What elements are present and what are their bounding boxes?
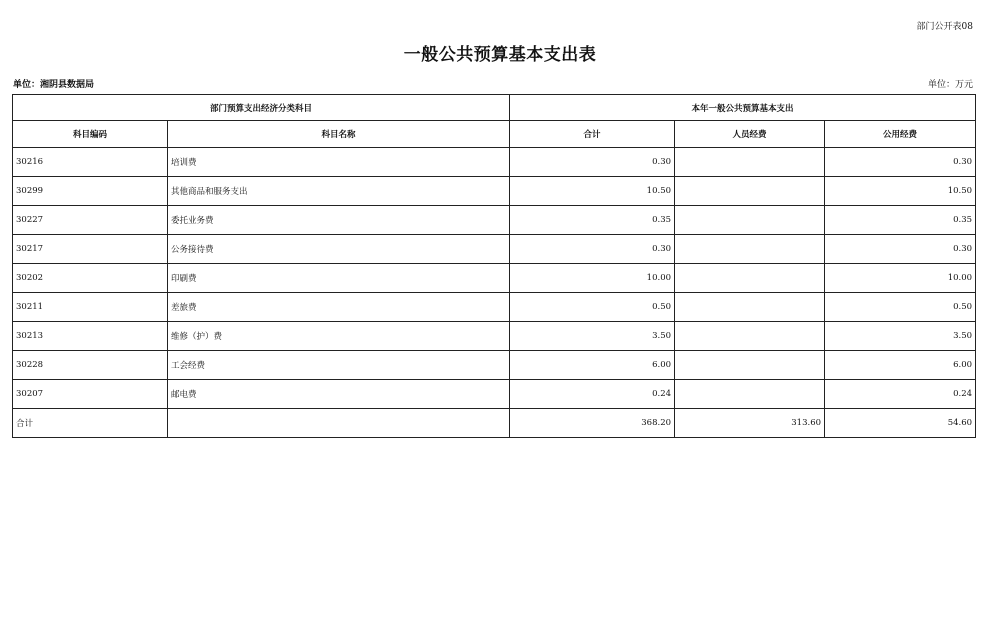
- cell-personnel: [675, 206, 825, 235]
- column-header-public: 公用经费: [825, 121, 976, 148]
- cell-name: 邮电费: [168, 380, 510, 409]
- cell-total: 0.50: [510, 293, 675, 322]
- cell-name: 培训费: [168, 148, 510, 177]
- cell-name: 公务接待费: [168, 235, 510, 264]
- cell-personnel: 313.60: [675, 409, 825, 438]
- cell-code: 30228: [13, 351, 168, 380]
- cell-code: 30227: [13, 206, 168, 235]
- cell-public: 10.00: [825, 264, 976, 293]
- cell-personnel: [675, 235, 825, 264]
- table-row: [13, 293, 976, 322]
- total-row: [13, 409, 976, 438]
- cell-code: 30213: [13, 322, 168, 351]
- group-header-classification: 部门预算支出经济分类科目: [13, 95, 510, 121]
- table-row: [13, 206, 976, 235]
- table-row: [13, 380, 976, 409]
- cell-total: 0.24: [510, 380, 675, 409]
- cell-personnel: [675, 380, 825, 409]
- table-row: [13, 148, 976, 177]
- column-header-personnel: 人员经费: [675, 121, 825, 148]
- table-row: [13, 322, 976, 351]
- form-number: 部门公开表08: [916, 22, 973, 32]
- cell-total: 3.50: [510, 322, 675, 351]
- cell-code: 30207: [13, 380, 168, 409]
- cell-total: 10.50: [510, 177, 675, 206]
- cell-public: 0.24: [825, 380, 976, 409]
- cell-total: 6.00: [510, 351, 675, 380]
- table-row: [13, 264, 976, 293]
- cell-public: 0.50: [825, 293, 976, 322]
- cell-total: 368.20: [510, 409, 675, 438]
- cell-public: 54.60: [825, 409, 976, 438]
- column-header-total: 合计: [510, 121, 675, 148]
- cell-personnel: [675, 264, 825, 293]
- cell-personnel: [675, 148, 825, 177]
- cell-public: 0.35: [825, 206, 976, 235]
- cell-name: 委托业务费: [168, 206, 510, 235]
- cell-public: 10.50: [825, 177, 976, 206]
- cell-personnel: [675, 322, 825, 351]
- cell-code: 30211: [13, 293, 168, 322]
- cell-public: 0.30: [825, 148, 976, 177]
- cell-total: 0.35: [510, 206, 675, 235]
- budget-expenditure-table: [12, 94, 976, 438]
- cell-public: 0.30: [825, 235, 976, 264]
- unit-currency-label: 单位：万元: [927, 80, 973, 90]
- cell-code: 30217: [13, 235, 168, 264]
- cell-code: 30216: [13, 148, 168, 177]
- cell-name: 其他商品和服务支出: [168, 177, 510, 206]
- unit-org-label: 单位：湘阴县数据局: [13, 80, 95, 90]
- column-header-code: 科目编码: [13, 121, 168, 148]
- cell-name: 维修（护）费: [168, 322, 510, 351]
- group-header-expenditure: 本年一般公共预算基本支出: [510, 95, 976, 121]
- cell-public: 3.50: [825, 322, 976, 351]
- cell-code: 30202: [13, 264, 168, 293]
- table-row: [13, 235, 976, 264]
- cell-public: 6.00: [825, 351, 976, 380]
- cell-total: 0.30: [510, 235, 675, 264]
- cell-total: 10.00: [510, 264, 675, 293]
- page-title: 一般公共预算基本支出表: [403, 45, 597, 65]
- cell-personnel: [675, 177, 825, 206]
- cell-total: 0.30: [510, 148, 675, 177]
- table-row: [13, 177, 976, 206]
- table-row: [13, 351, 976, 380]
- cell-name: [168, 409, 510, 438]
- cell-name: 印刷费: [168, 264, 510, 293]
- column-header-name: 科目名称: [168, 121, 510, 148]
- cell-personnel: [675, 351, 825, 380]
- cell-personnel: [675, 293, 825, 322]
- cell-code: 30299: [13, 177, 168, 206]
- cell-name: 工会经费: [168, 351, 510, 380]
- cell-total-label: 合计: [13, 409, 168, 438]
- cell-name: 差旅费: [168, 293, 510, 322]
